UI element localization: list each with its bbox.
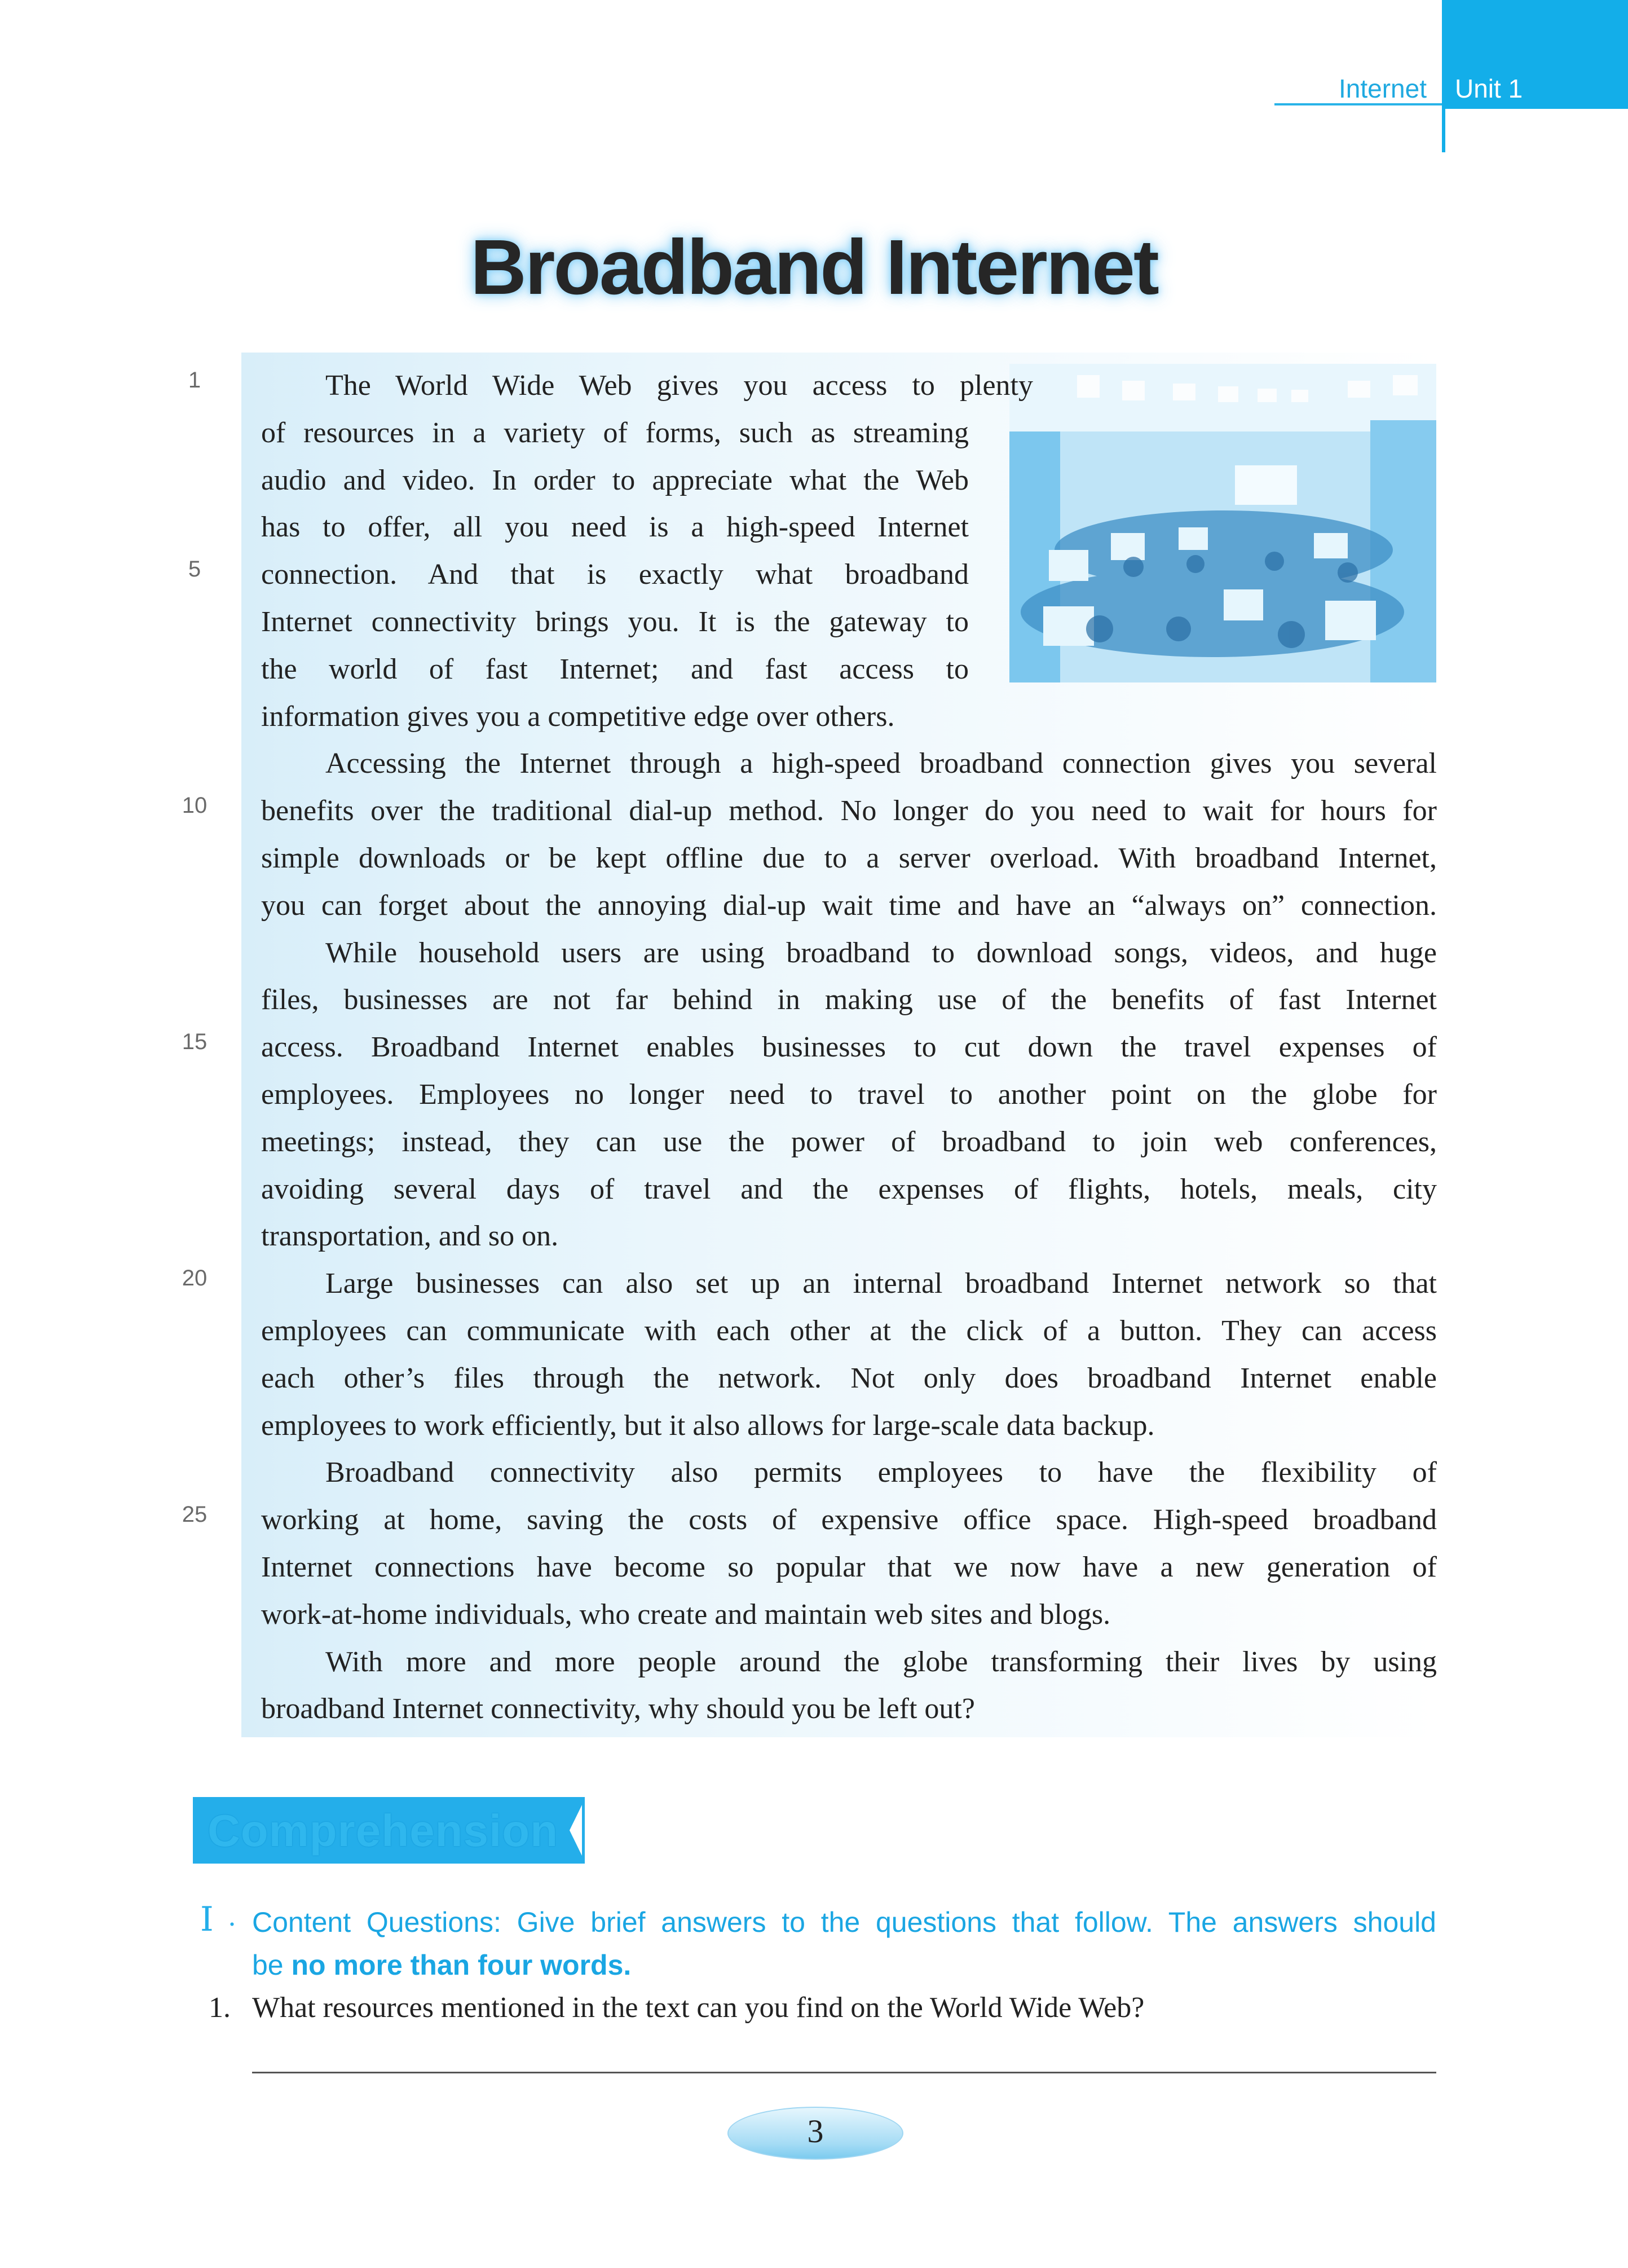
header-unit-label: Unit 1 — [1455, 74, 1523, 103]
instruction-emphasis: no more than four words. — [291, 1949, 632, 1981]
passage-text — [261, 362, 1437, 1733]
passage-line: working at home, saving the costs of expensive office space. High-speed broadband — [261, 1504, 1437, 1536]
page-number: 3 — [807, 2113, 824, 2150]
passage-line: audio and video. In order to appreciate what the Web — [261, 464, 969, 496]
passage-line: work-at-home individuals, who create and maintain web sites and blogs. — [261, 1598, 1111, 1631]
passage-line: broadband Internet connectivity, why should you be left out? — [261, 1693, 975, 1725]
passage-line: avoiding several days of travel and the expenses of flights, hotels, meals, city — [261, 1173, 1437, 1205]
passage-line: files, businesses are not far behind in making use of the benefits of fast Internet — [261, 984, 1437, 1016]
passage-line: you can forget about the annoying dial-up wait time and have an “always on” connection. — [261, 889, 1437, 922]
instruction-line-2 — [252, 1944, 631, 1987]
passage-line: Large businesses can also set up an internal broadband Internet network so that — [325, 1267, 1437, 1300]
section-numeral-dot: . — [228, 1900, 236, 1932]
comprehension-heading: Comprehension — [208, 1805, 558, 1856]
passage-line: Broadband connectivity also permits employees to have the flexibility of — [325, 1456, 1437, 1489]
question-text: What resources mentioned in the text can you find on the World Wide Web? — [252, 1992, 1145, 2024]
passage-line: employees to work efficiently, but it also allows for large-scale data backup. — [261, 1409, 1155, 1442]
passage-line: The World Wide Web gives you access to plenty — [325, 369, 1033, 402]
page-title: Broadband Internet — [470, 224, 1158, 311]
passage-line: While household users are using broadband to download songs, videos, and huge — [325, 936, 1437, 969]
section-numeral: Ⅰ — [200, 1901, 214, 1938]
passage-line: information gives you a competitive edge over others. — [261, 700, 895, 733]
instruction-line-1: Content Questions: Give brief answers to the questions that follow. The answers should — [252, 1906, 1436, 1938]
line-number: 25 — [182, 1502, 208, 1527]
header-tab-tick — [1442, 107, 1445, 152]
passage-line: connection. And that is exactly what broadband — [261, 558, 969, 591]
passage-line: With more and more people around the globe transforming their lives by using — [325, 1645, 1437, 1678]
passage-line: employees can communicate with each other at the click of a button. They can access — [261, 1314, 1437, 1347]
passage-line: the world of fast Internet; and fast access to — [261, 653, 969, 685]
question-number: 1. — [209, 1992, 231, 2024]
passage-line: access. Broadband Internet enables businesses to cut down the travel expenses of — [261, 1031, 1437, 1064]
passage-line: employees. Employees no longer need to travel to another point on the globe for — [261, 1078, 1437, 1111]
line-number: 20 — [182, 1266, 208, 1291]
banner-notch — [570, 1805, 582, 1856]
passage-line: transportation, and so on. — [261, 1220, 559, 1253]
passage-line: has to offer, all you need is a high-speed Internet — [261, 511, 969, 544]
footer-rule — [252, 2072, 1436, 2073]
line-number: 10 — [182, 793, 208, 818]
line-number: 1 — [188, 368, 201, 393]
passage-line: Internet connectivity brings you. It is the gateway to — [261, 605, 969, 638]
passage-line: Internet connections have become so popular that we now have a new generation of — [261, 1551, 1437, 1583]
passage-line: Accessing the Internet through a high-speed broadband connection gives you several — [325, 747, 1437, 780]
passage-line: of resources in a variety of forms, such as streaming — [261, 416, 969, 449]
header-section-label: Internet — [1339, 74, 1427, 103]
passage-line: benefits over the traditional dial-up method. No longer do you need to wait for hours for — [261, 795, 1437, 827]
instruction-prefix: be — [252, 1949, 292, 1981]
line-number: 5 — [188, 557, 201, 582]
line-number: 15 — [182, 1029, 208, 1054]
passage-line: each other’s files through the network. Not only does broadband Internet enable — [261, 1362, 1437, 1394]
passage-line: simple downloads or be kept offline due to a server overload. With broadband Internet, — [261, 842, 1437, 874]
passage-line: meetings; instead, they can use the power of broadband to join web conferences, — [261, 1125, 1437, 1158]
